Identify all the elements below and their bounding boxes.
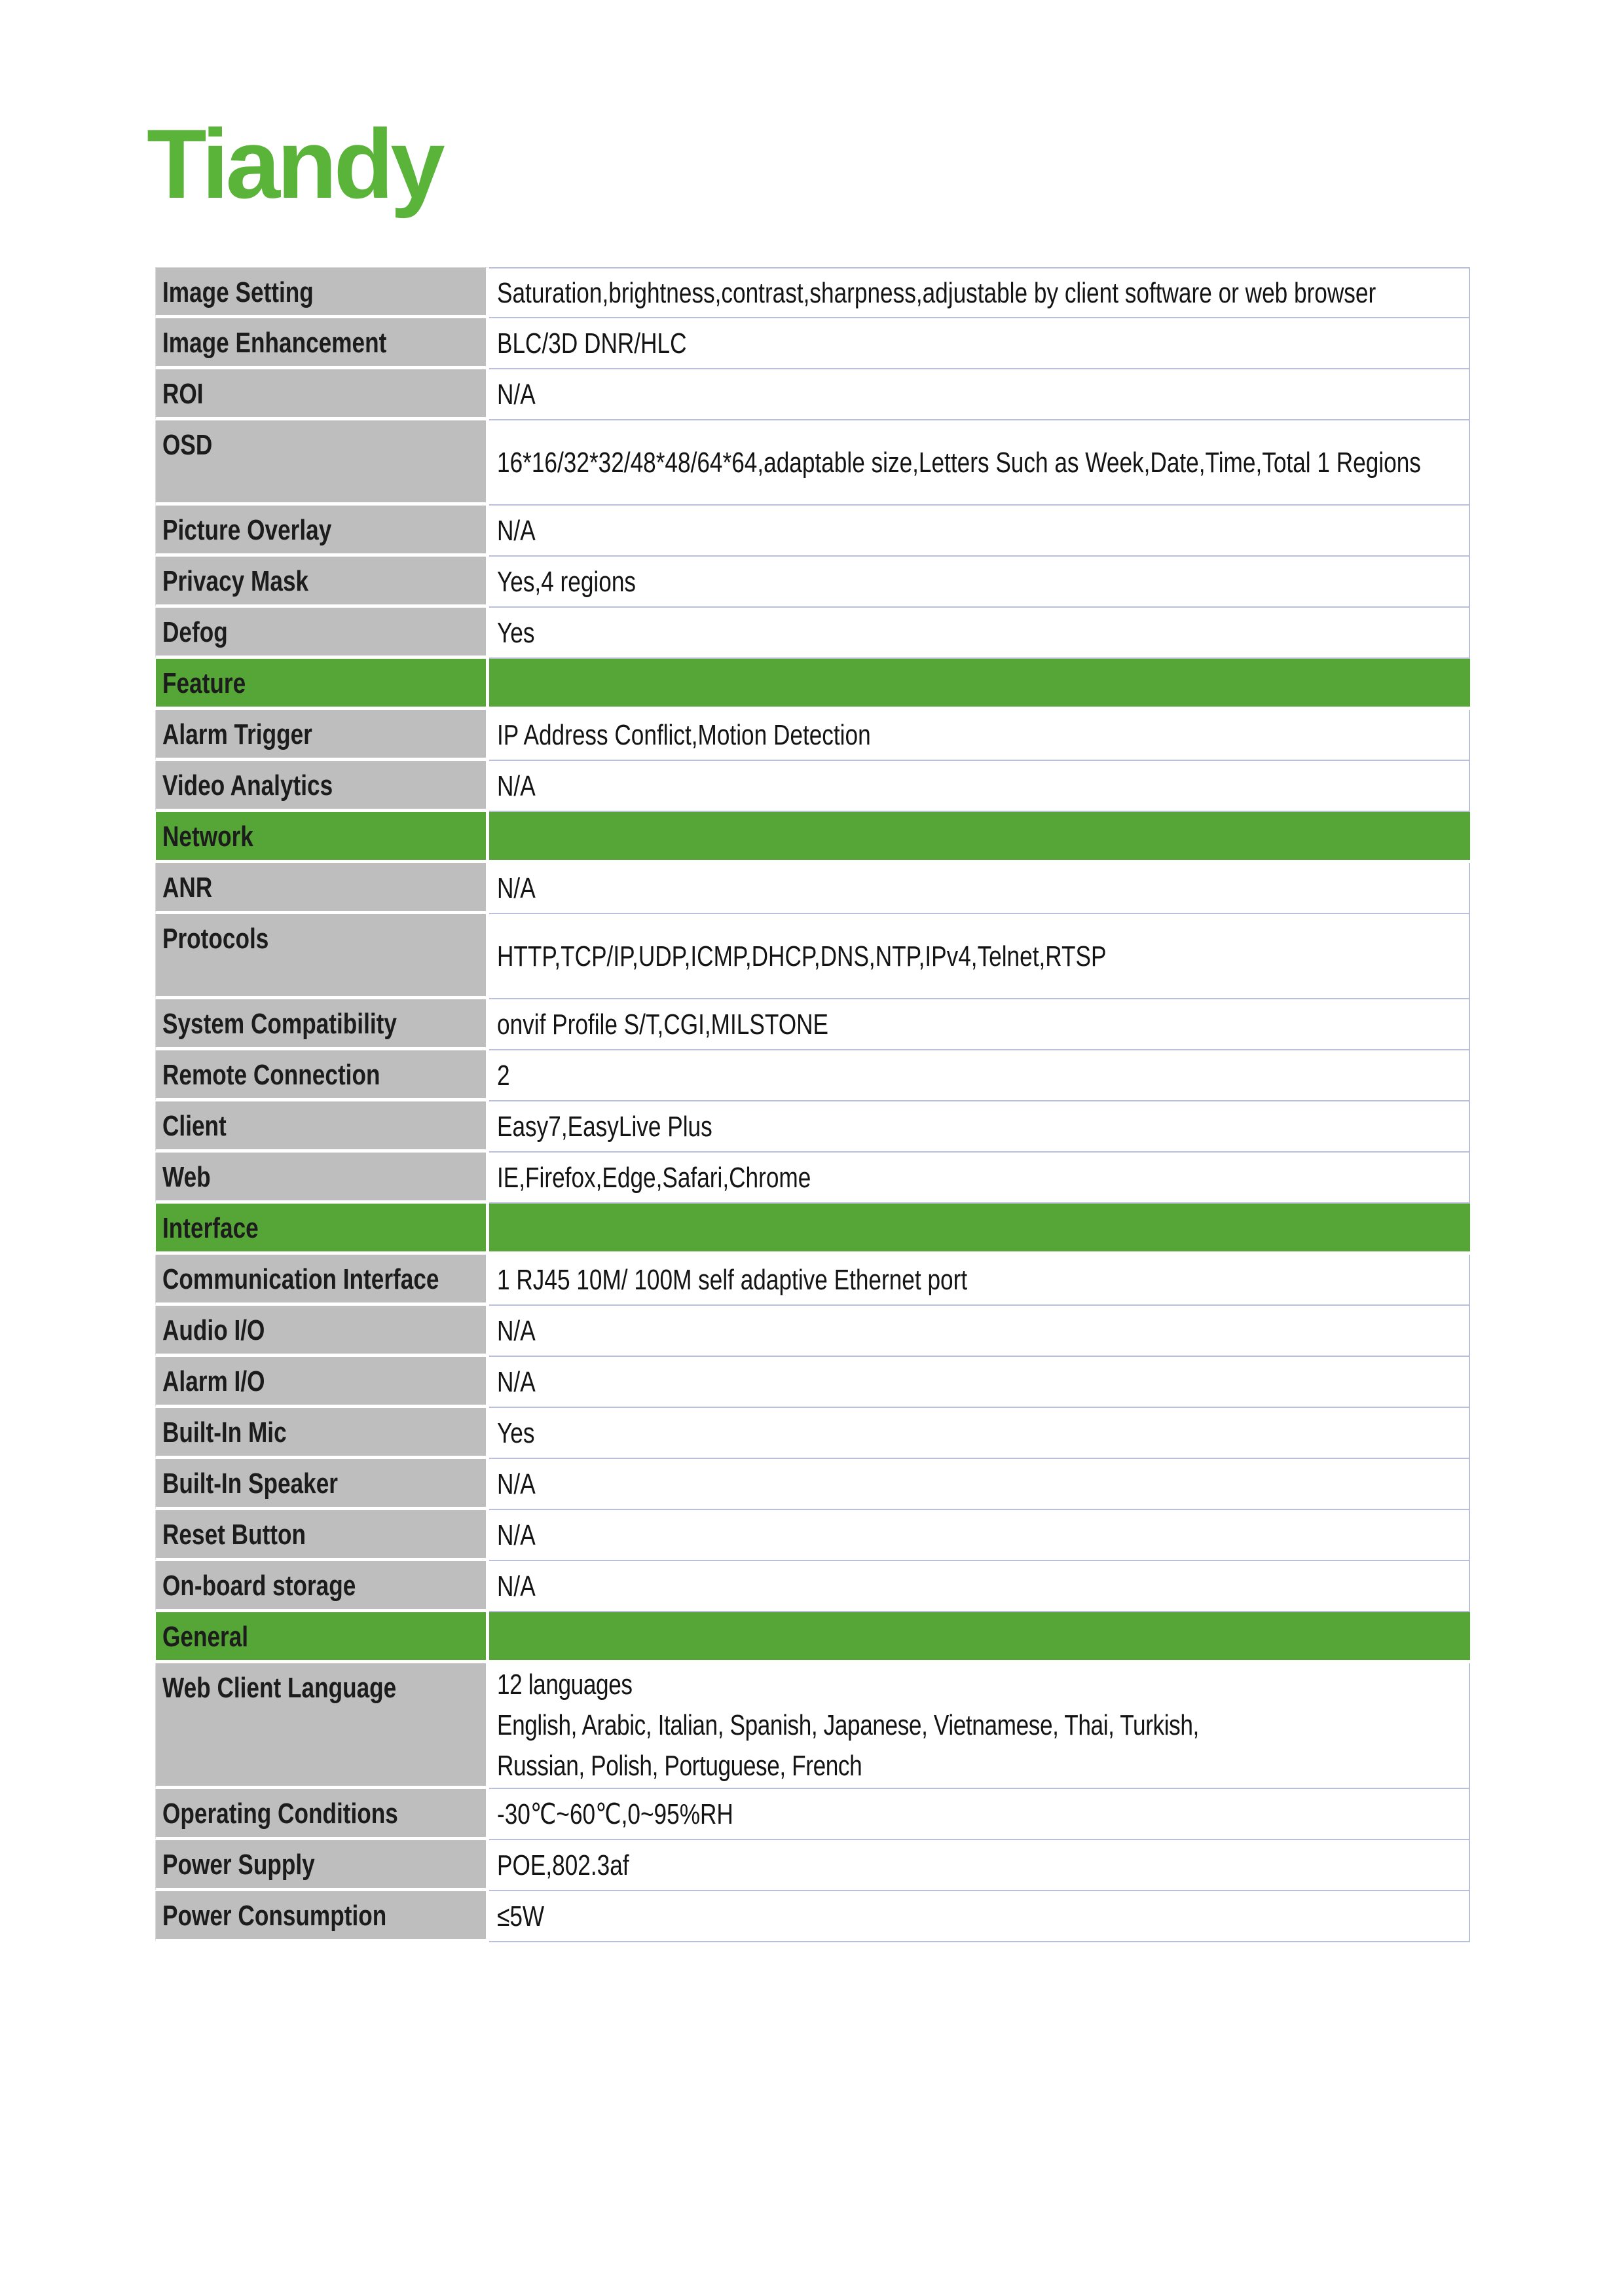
spec-value-cell xyxy=(489,420,1470,506)
spec-value-cell xyxy=(489,863,1470,914)
table-row xyxy=(155,608,1470,659)
table-row xyxy=(155,267,1470,318)
section-title: Interface xyxy=(162,1212,259,1244)
section-header-spacer xyxy=(489,1204,1470,1255)
spec-value-cell xyxy=(489,608,1470,659)
table-row xyxy=(155,1306,1470,1357)
table-row xyxy=(155,1255,1470,1306)
spec-label: Audio I/O xyxy=(162,1314,265,1346)
section-header-spacer xyxy=(489,812,1470,863)
section-title: Network xyxy=(162,821,253,853)
spec-label-cell xyxy=(155,267,489,318)
section-header-cell xyxy=(155,812,489,863)
spec-value-cell xyxy=(489,1153,1470,1204)
spec-label: On-board storage xyxy=(162,1570,356,1602)
spec-label: Alarm I/O xyxy=(162,1365,265,1397)
spec-value-cell xyxy=(489,1663,1470,1789)
spec-label-cell xyxy=(155,1357,489,1408)
spec-value: N/A xyxy=(497,769,536,802)
spec-value-cell xyxy=(489,1891,1470,1942)
tiandy-logo: Tiandy xyxy=(147,109,442,219)
section-row xyxy=(155,1612,1470,1663)
spec-label-cell xyxy=(155,710,489,761)
table-row xyxy=(155,1840,1470,1891)
spec-value-cell xyxy=(489,1050,1470,1101)
spec-label: ROI xyxy=(162,378,204,410)
spec-label: Protocols xyxy=(162,923,269,955)
spec-label-cell xyxy=(155,1101,489,1153)
spec-label-cell xyxy=(155,1840,489,1891)
spec-value: HTTP,TCP/IP,UDP,ICMP,DHCP,DNS,NTP,IPv4,Telnet,RTSP xyxy=(497,940,1107,972)
spec-value-cell xyxy=(489,914,1470,999)
spec-label-cell xyxy=(155,1050,489,1101)
spec-label-cell xyxy=(155,369,489,420)
spec-value-cell xyxy=(489,710,1470,761)
spec-value: Yes,4 regions xyxy=(497,565,637,598)
spec-label-cell xyxy=(155,1153,489,1204)
table-row xyxy=(155,1408,1470,1459)
spec-value: N/A xyxy=(497,1365,536,1398)
spec-value: N/A xyxy=(497,1314,536,1347)
spec-label: Picture Overlay xyxy=(162,514,332,546)
spec-value-cell xyxy=(489,1306,1470,1357)
spec-value: Yes xyxy=(497,1416,535,1449)
spec-label-cell xyxy=(155,1306,489,1357)
section-header-cell xyxy=(155,659,489,710)
spec-value: N/A xyxy=(497,1570,536,1602)
table-row xyxy=(155,1663,1470,1789)
spec-label: Image Enhancement xyxy=(162,327,387,359)
spec-label: ANR xyxy=(162,872,213,904)
spec-label: OSD xyxy=(162,429,213,461)
spec-label: Defog xyxy=(162,616,228,648)
section-header-cell xyxy=(155,1612,489,1663)
spec-value: Yes xyxy=(497,616,535,649)
spec-value-cell xyxy=(489,318,1470,369)
spec-value-cell xyxy=(489,1459,1470,1510)
spec-label: System Compatibility xyxy=(162,1008,397,1040)
spec-value-cell xyxy=(489,557,1470,608)
spec-label-cell xyxy=(155,761,489,812)
spec-label: Built-In Mic xyxy=(162,1416,287,1449)
spec-value-cell xyxy=(489,1357,1470,1408)
spec-label-cell xyxy=(155,506,489,557)
spec-label-cell xyxy=(155,557,489,608)
spec-value-cell xyxy=(489,999,1470,1050)
spec-value: Saturation,brightness,contrast,sharpness,adjustable by client software or web browser xyxy=(497,276,1376,309)
table-row xyxy=(155,914,1470,999)
table-row xyxy=(155,1101,1470,1153)
spec-value: 1 RJ45 10M/ 100M self adaptive Ethernet port xyxy=(497,1263,968,1296)
spec-label: Communication Interface xyxy=(162,1263,439,1295)
spec-value: BLC/3D DNR/HLC xyxy=(497,327,687,360)
spec-value: N/A xyxy=(497,872,536,904)
spec-value: N/A xyxy=(497,1519,536,1551)
table-row xyxy=(155,1561,1470,1612)
spec-value-cell xyxy=(489,1840,1470,1891)
spec-value-cell xyxy=(489,1561,1470,1612)
section-header-spacer xyxy=(489,659,1470,710)
section-header-spacer xyxy=(489,1612,1470,1663)
table-row xyxy=(155,369,1470,420)
spec-table xyxy=(155,267,1470,1942)
table-row xyxy=(155,557,1470,608)
table-row xyxy=(155,710,1470,761)
spec-label-cell xyxy=(155,1663,489,1789)
table-row xyxy=(155,1050,1470,1101)
section-title: Feature xyxy=(162,667,246,699)
spec-value-cell xyxy=(489,1408,1470,1459)
spec-label-cell xyxy=(155,318,489,369)
table-row xyxy=(155,761,1470,812)
table-row xyxy=(155,863,1470,914)
spec-label: Image Setting xyxy=(162,276,314,308)
table-row xyxy=(155,1459,1470,1510)
spec-label-cell xyxy=(155,420,489,506)
spec-label: Reset Button xyxy=(162,1519,306,1551)
spec-value-cell xyxy=(489,1510,1470,1561)
spec-value: N/A xyxy=(497,378,536,411)
spec-value-cell xyxy=(489,267,1470,318)
spec-value-cell xyxy=(489,761,1470,812)
spec-label: Privacy Mask xyxy=(162,565,309,597)
section-row xyxy=(155,812,1470,863)
spec-value-cell xyxy=(489,1789,1470,1840)
spec-value-cell xyxy=(489,1101,1470,1153)
spec-label: Video Analytics xyxy=(162,769,333,802)
spec-value: IP Address Conflict,Motion Detection xyxy=(497,718,871,751)
spec-label-cell xyxy=(155,1891,489,1942)
spec-value: POE,802.3af xyxy=(497,1849,629,1881)
spec-label: Power Consumption xyxy=(162,1900,387,1932)
spec-value-cell xyxy=(489,369,1470,420)
spec-label: Client xyxy=(162,1110,227,1142)
spec-label-cell xyxy=(155,914,489,999)
spec-label: Operating Conditions xyxy=(162,1798,398,1830)
section-header-cell xyxy=(155,1204,489,1255)
spec-value: N/A xyxy=(497,1468,536,1500)
table-row xyxy=(155,506,1470,557)
spec-label-cell xyxy=(155,1789,489,1840)
table-row xyxy=(155,420,1470,506)
spec-label-cell xyxy=(155,999,489,1050)
table-row xyxy=(155,1153,1470,1204)
table-row xyxy=(155,999,1470,1050)
spec-value: ≤5W xyxy=(497,1900,545,1932)
spec-label: Web Client Language xyxy=(162,1672,397,1704)
spec-value: onvif Profile S/T,CGI,MILSTONE xyxy=(497,1008,828,1041)
spec-label-cell xyxy=(155,1255,489,1306)
section-row xyxy=(155,659,1470,710)
table-row xyxy=(155,318,1470,369)
spec-label-cell xyxy=(155,1510,489,1561)
spec-value: Easy7,EasyLive Plus xyxy=(497,1110,712,1143)
spec-label: Web xyxy=(162,1161,211,1193)
table-row xyxy=(155,1891,1470,1942)
section-row xyxy=(155,1204,1470,1255)
spec-label-cell xyxy=(155,1561,489,1612)
spec-label-cell xyxy=(155,1459,489,1510)
spec-value: 16*16/32*32/48*48/64*64,adaptable size,Letters Such as Week,Date,Time,Total 1 Regions xyxy=(497,446,1421,479)
spec-label-cell xyxy=(155,863,489,914)
spec-label-cell xyxy=(155,1408,489,1459)
section-title: General xyxy=(162,1621,249,1653)
table-row xyxy=(155,1510,1470,1561)
spec-value-cell xyxy=(489,1255,1470,1306)
spec-label: Remote Connection xyxy=(162,1059,380,1091)
spec-value: -30℃~60℃,0~95%RH xyxy=(497,1798,733,1830)
spec-value: IE,Firefox,Edge,Safari,Chrome xyxy=(497,1161,811,1194)
table-row xyxy=(155,1357,1470,1408)
spec-label: Alarm Trigger xyxy=(162,718,312,750)
table-row xyxy=(155,1789,1470,1840)
spec-label: Built-In Speaker xyxy=(162,1468,338,1500)
spec-label: Power Supply xyxy=(162,1849,315,1881)
spec-value: 2 xyxy=(497,1059,510,1092)
spec-value: N/A xyxy=(497,514,536,547)
spec-value: 12 languages English, Arabic, Italian, Spanish, Japanese, Vietnamese, Thai, Turkish, Russian, Polish, Portuguese, French xyxy=(497,1669,1199,1782)
spec-value-cell xyxy=(489,506,1470,557)
spec-label-cell xyxy=(155,608,489,659)
